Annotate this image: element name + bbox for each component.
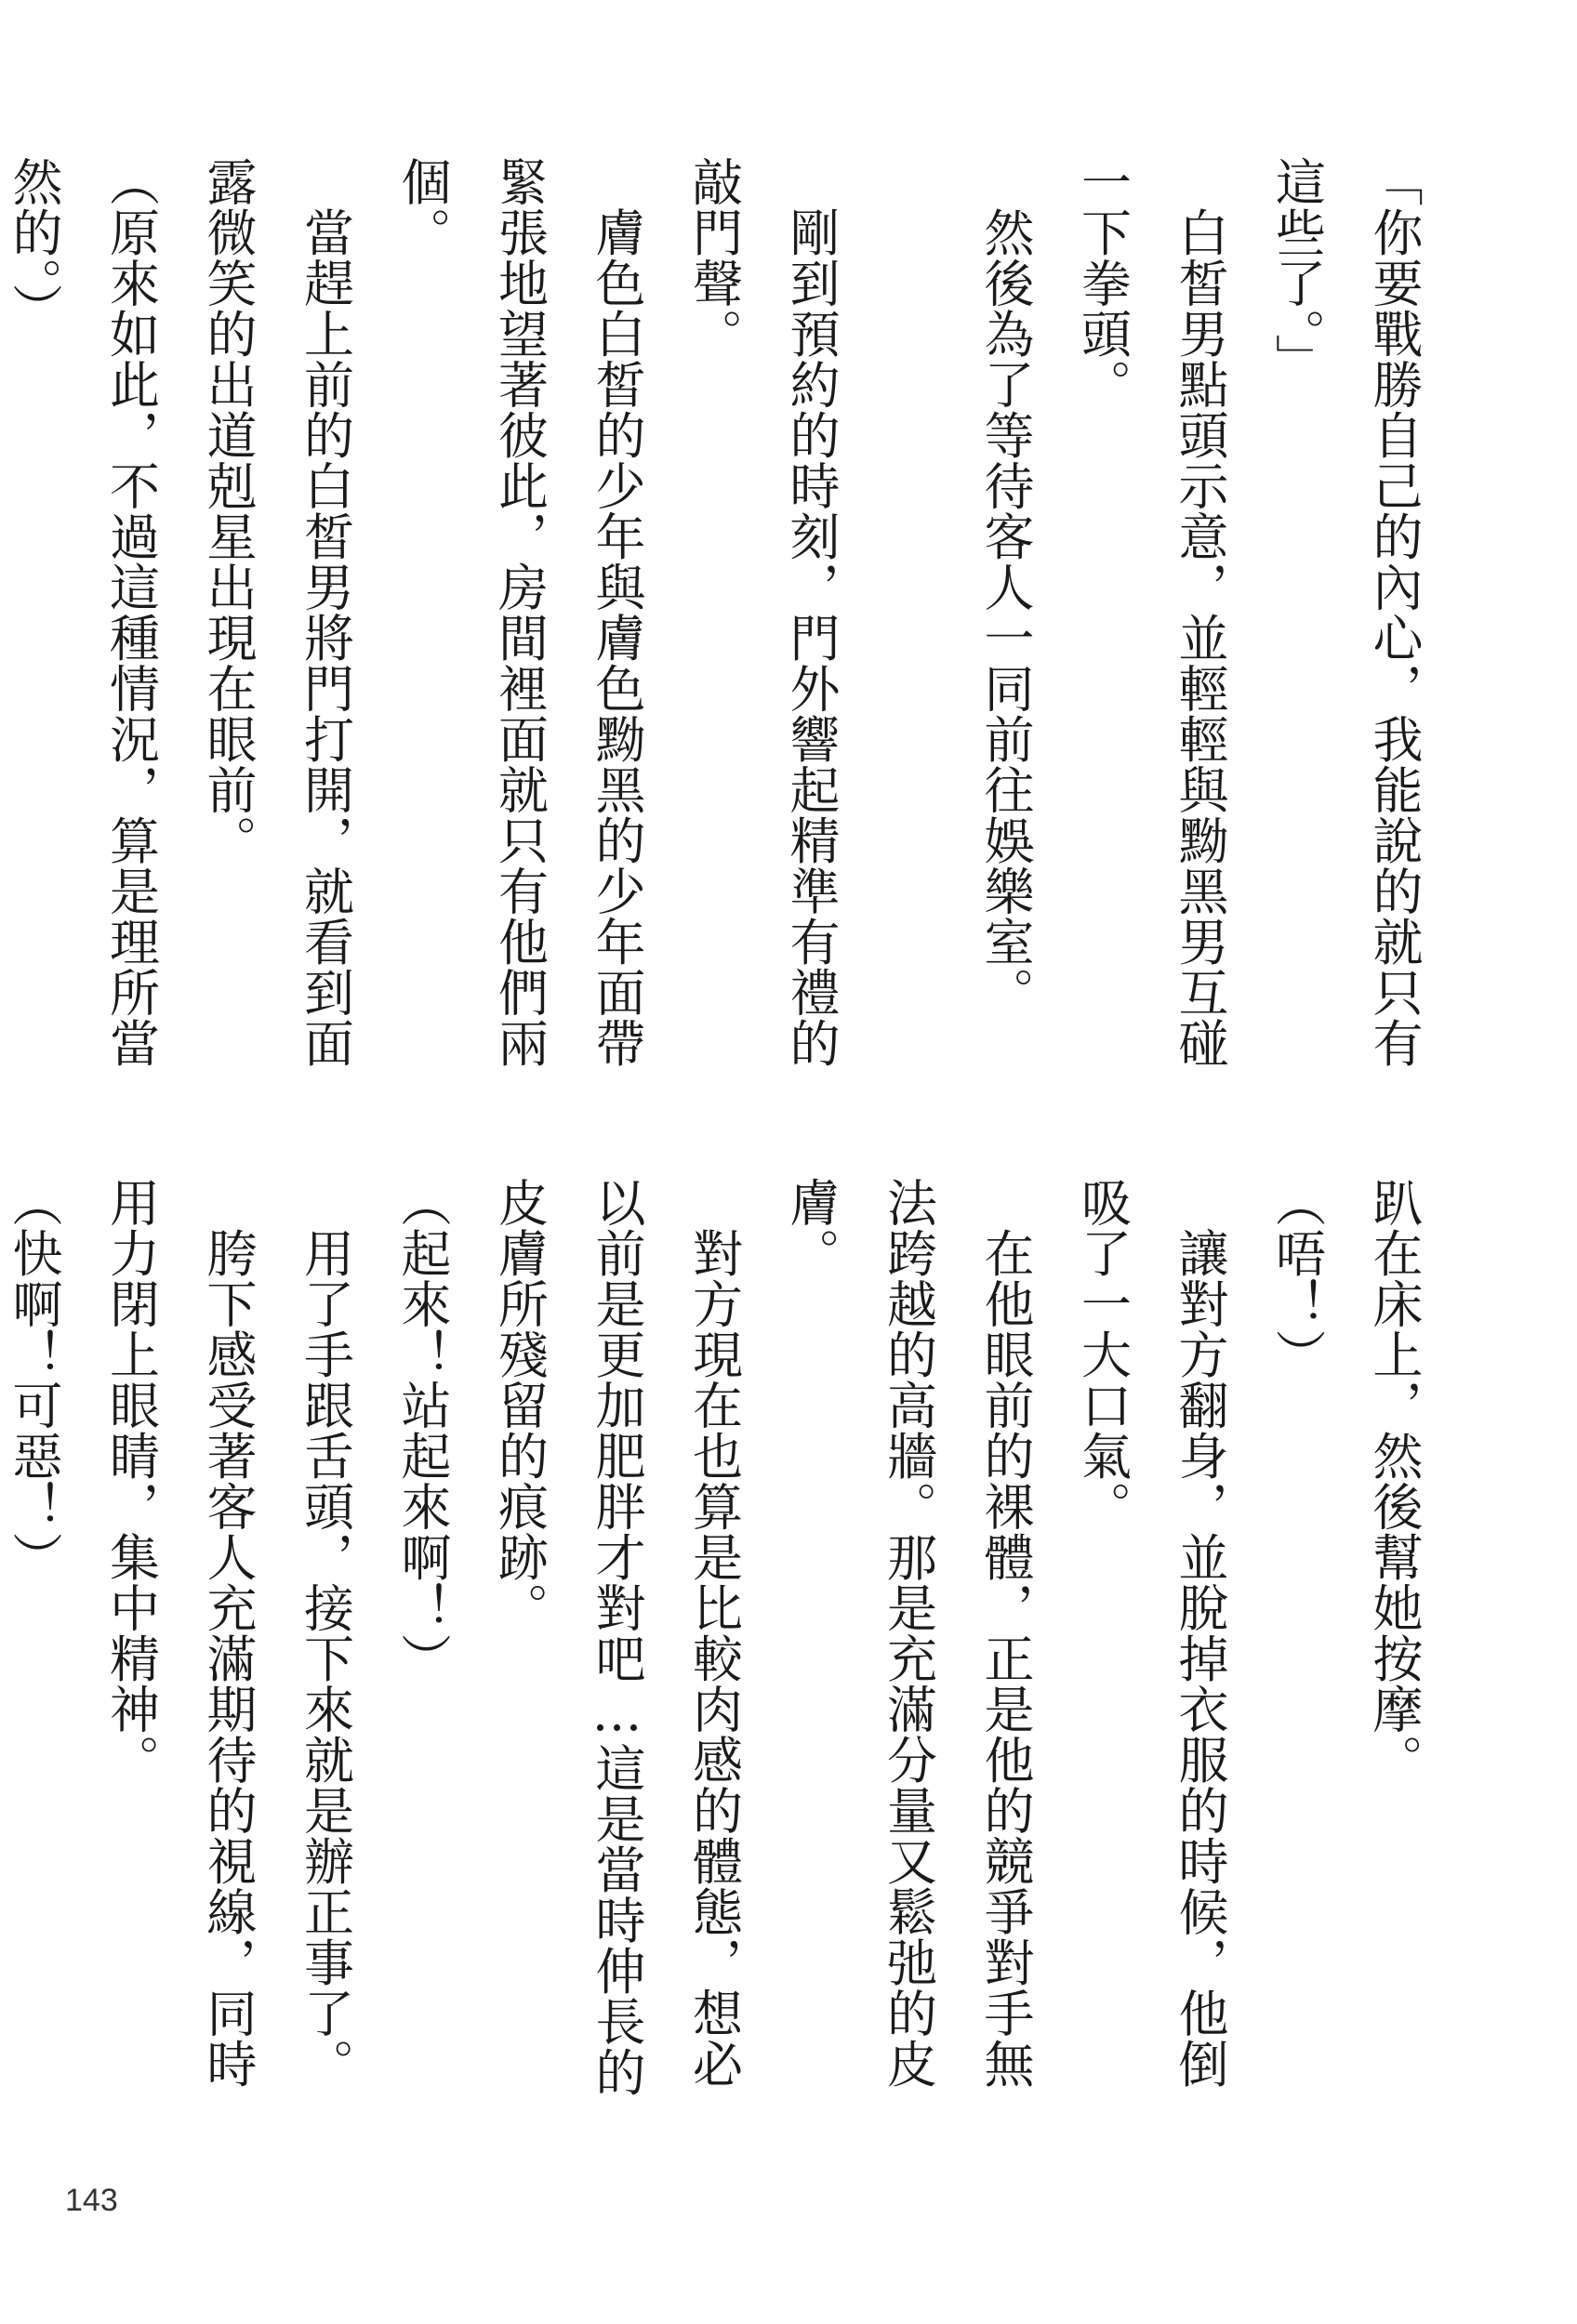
text-paragraph: 對方現在也算是比較肉感的體態，想必以前是更加肥胖才對吧…這是當時伸長的皮膚所殘留的痕跡。 (490, 1177, 744, 2097)
page-number: 143 (65, 2183, 118, 2218)
text-paragraph: 趴在床上，然後幫她按摩。 (1365, 1177, 1424, 1785)
top-text-block (5, 156, 1442, 1112)
text-paragraph: 胯下感受著客人充滿期待的視線，同時用力閉上眼睛，集中精神。 (101, 1177, 258, 2089)
text-paragraph: （起來！站起來啊！） (393, 1177, 452, 1684)
text-paragraph: 當趕上前的白皙男將門打開，就看到面露微笑的出道剋星出現在眼前。 (199, 156, 355, 1068)
text-paragraph: 讓對方翻身，並脫掉衣服的時候，他倒吸了一大口氣。 (1073, 1177, 1229, 2089)
text-paragraph: 白皙男點頭示意，並輕輕與黝黑男互碰一下拳頭。 (1073, 156, 1229, 1068)
text-paragraph: 剛到預約的時刻，門外響起精準有禮的敲門聲。 (684, 156, 841, 1068)
text-paragraph: 「你要戰勝自己的內心，我能說的就只有這些了。」 (1267, 156, 1424, 1068)
text-paragraph: 然後為了等待客人一同前往娛樂室。 (976, 156, 1035, 1018)
text-paragraph (859, 156, 957, 1112)
text-paragraph: （原來如此，不過這種情況，算是理所當然的。） (5, 156, 161, 1068)
text-paragraph: 在他眼前的裸體，正是他的競爭對手無法跨越的高牆。那是充滿分量又鬆弛的皮膚。 (782, 1177, 1035, 2089)
bottom-text-block (5, 1177, 1442, 2133)
text-paragraph: （唔！） (1267, 1177, 1327, 1380)
text-paragraph: 膚色白皙的少年與膚色黝黑的少年面帶緊張地望著彼此，房間裡面就只有他們兩個。 (393, 156, 646, 1068)
text-paragraph: （快啊！可惡！） (5, 1177, 63, 1582)
text-paragraph: 用了手跟舌頭，接下來就是辦正事了。 (296, 1177, 355, 2089)
